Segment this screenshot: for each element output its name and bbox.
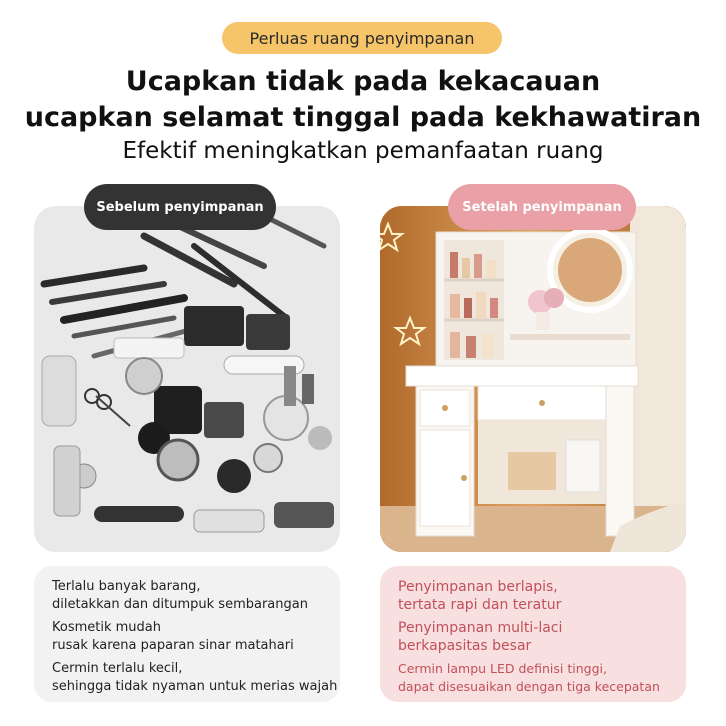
after-point-2-line-2: berkapasitas besar (398, 638, 532, 654)
before-point-3 (52, 660, 340, 696)
before-point-1-line-2: diletakkan dan ditumpuk sembarangan (52, 597, 308, 612)
after-point-3-line-2: dapat disesuaikan dengan tiga kecepatan (398, 679, 660, 694)
before-point-1 (52, 578, 340, 614)
after-point-1-line-1: Penyimpanan berlapis, (398, 579, 558, 595)
after-photo (380, 206, 686, 552)
after-point-2 (398, 619, 686, 655)
cluttered-cosmetics-illustration (34, 206, 340, 552)
headline-line-3: Efektif meningkatkan pemanfaatan ruang (122, 138, 604, 164)
headline-line-1: Ucapkan tidak pada kekacauan (125, 66, 601, 97)
before-photo (34, 206, 340, 552)
vanity-desk-illustration (380, 206, 686, 552)
storage-tag: Perluas ruang penyimpanan (222, 22, 502, 54)
headline-line-2: ucapkan selamat tinggal pada kekhawatiran (24, 102, 702, 133)
after-point-3 (398, 660, 686, 696)
before-point-1-line-1: Terlalu banyak barang, (52, 579, 201, 594)
before-storage-badge: Sebelum penyimpanan (84, 184, 276, 230)
after-benefits-card (380, 566, 686, 702)
after-storage-badge: Setelah penyimpanan (448, 184, 636, 230)
after-point-2-line-1: Penyimpanan multi-laci (398, 620, 563, 636)
before-point-2-line-1: Kosmetik mudah (52, 620, 161, 635)
after-point-1-line-2: tertata rapi dan teratur (398, 597, 562, 613)
before-point-2-line-2: rusak karena paparan sinar matahari (52, 638, 294, 653)
before-point-3-line-2: sehingga tidak nyaman untuk merias wajah (52, 679, 338, 694)
after-point-3-line-1: Cermin lampu LED definisi tinggi, (398, 661, 607, 676)
after-point-1 (398, 578, 686, 614)
before-problems-card (34, 566, 340, 702)
before-point-2 (52, 619, 340, 655)
before-point-3-line-1: Cermin terlalu kecil, (52, 661, 183, 676)
